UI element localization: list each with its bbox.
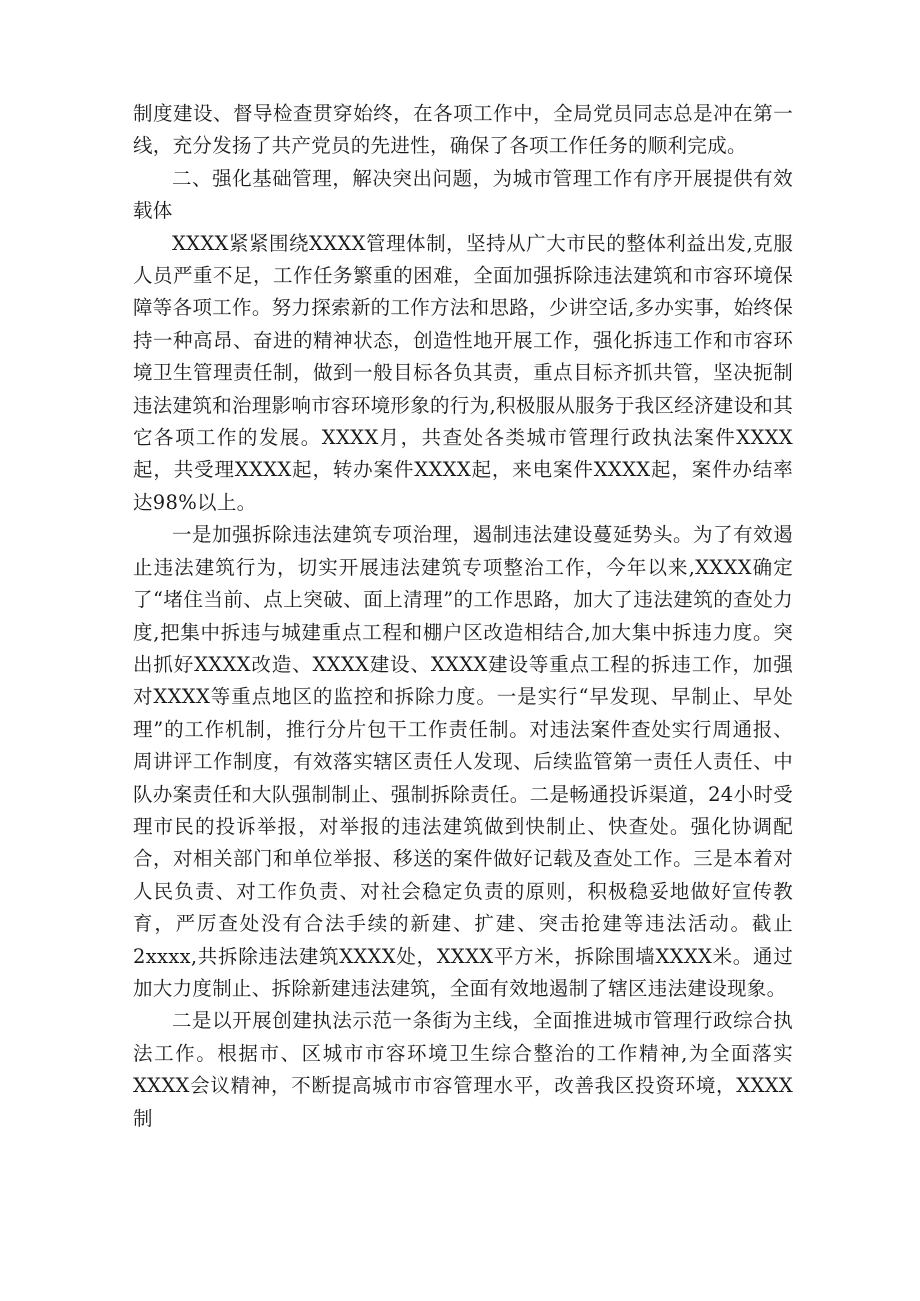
paragraph-overview: XXXX紧紧围绕XXXX管理体制，坚持从广大市民的整体利益出发,克服人员严重不足，工作任务繁重的困难，全面加强拆除违法建筑和市容环境保障等各项工作。努力探索新的工作方法和思路，少讲空话,多办实事，始终保持一种高昂、奋进的精神状态，创造性地开展工作，强化拆违工作和市容环境卫生管理责任制，做到一般目标各负其责，重点目标齐抓共管，坚决扼制违法建筑和治理影响市容环境形象的行为,积极服从服务于我区经济建设和其它各项工作的发展。XXXX月，共查处各类城市管理行政执法案件XXXX起，共受理XXXX起，转办案件XXXX起，来电案件XXXX起，案件办结率达98%以上。	[133, 231, 793, 514]
paragraph-illegal-building-demolition: 一是加强拆除违法建筑专项治理，遏制违法建设蔓延势头。为了有效遏止违法建筑行为，切实开展违法建筑专项整治工作，今年以来,XXXX确定了“堵住当前、点上突破、面上清理”的工作思路，加大了违法建筑的查处力度,把集中拆违与城建重点工程和棚户区改造相结合,加大集中拆违力度。突出抓好XXXX改造、XXXX建设、XXXX建设等重点工程的拆违工作，加强对XXXX等重点地区的监控和拆除力度。一是实行“早发现、早制止、早处理”的工作机制，推行分片包干工作责任制。对违法案件查处实行周通报、周讲评工作制度，有效落实辖区责任人发现、后续监管第一责任人责任、中队办案责任和大队强制制止、强制拆除责任。二是畅通投诉渠道，24小时受理市民的投诉举报，对举报的违法建筑做到快制止、快查处。强化协调配合，对相关部门和单位举报、移送的案件做好记载及查处工作。三是本着对人民负责、对工作负责、对社会稳定负责的原则，积极稳妥地做好宣传教育，严厉查处没有合法手续的新建、扩建、突击抢建等违法活动。截止2xxxx,共拆除违法建筑XXXX处，XXXX平方米，拆除围墙XXXX米。通过加大力度制止、拆除新建违法建筑，全面有效地遏制了辖区违法建设现象。	[133, 523, 793, 1000]
paragraph-law-enforcement-street: 二是以开展创建执法示范一条街为主线，全面推进城市管理行政综合执法工作。根据市、区城市市容环境卫生综合整治的工作精神,为全面落实XXXX会议精神，不断提高城市市容管理水平，改善我区投资环境，XXXX制	[133, 1009, 793, 1130]
paragraph-party-members: 制度建设、督导检查贯穿始终，在各项工作中，全局党员同志总是冲在第一线，充分发扬了共产党员的先进性，确保了各项工作任务的顺利完成。	[133, 102, 793, 158]
document-body	[133, 98, 793, 1135]
section-heading-basic-management: 二、强化基础管理，解决突出问题，为城市管理工作有序开展提供有效载体	[133, 166, 793, 223]
